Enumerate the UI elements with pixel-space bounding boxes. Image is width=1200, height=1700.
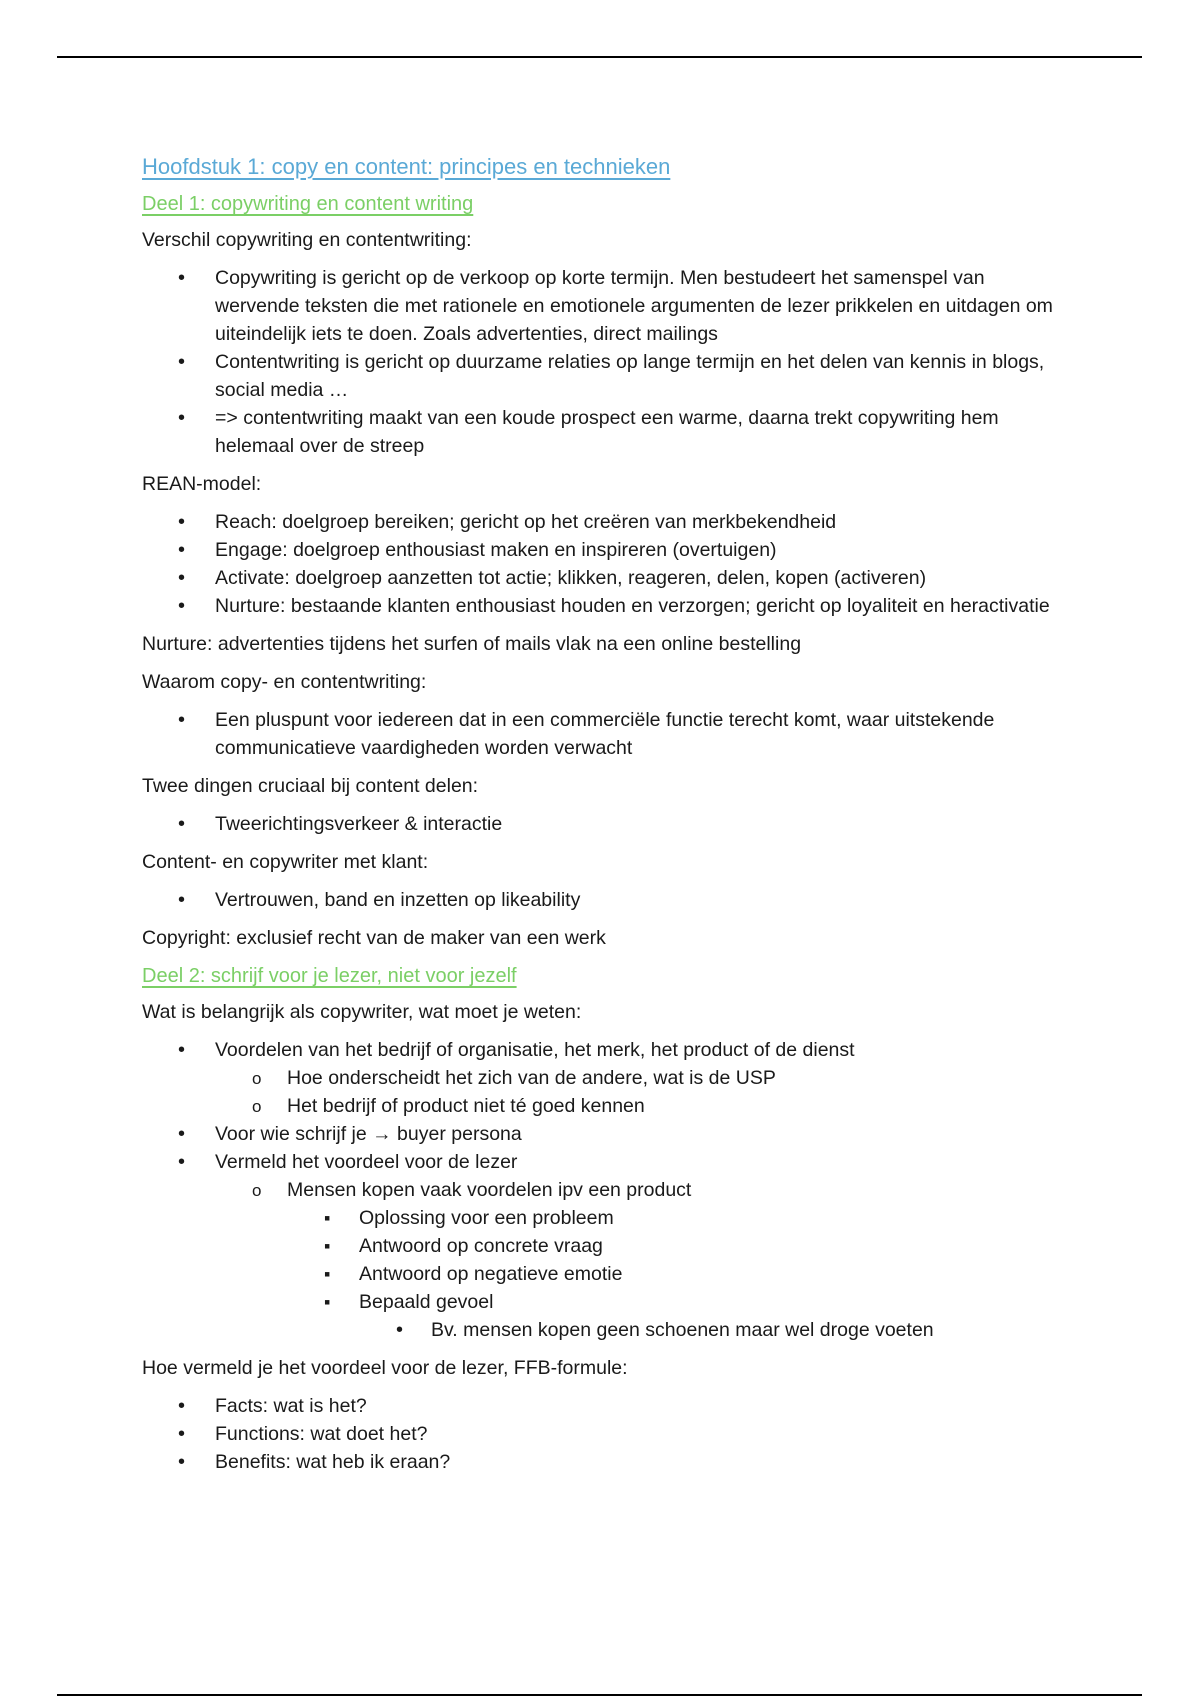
circle-bullet-icon (252, 1176, 261, 1205)
bullet-icon (178, 886, 185, 914)
list-item: ▪ Antwoord op concrete vraag (142, 1232, 1062, 1260)
bullet-icon (178, 264, 185, 292)
list-item: o Hoe onderscheidt het zich van de andere, wat is de USP (142, 1064, 1062, 1092)
list-item: • Facts: wat is het? (142, 1392, 1062, 1420)
bullet-list (142, 810, 1062, 838)
list-item: • Nurture: bestaande klanten enthousiast houden en verzorgen; gericht op loyaliteit en heractivatie (142, 592, 1062, 620)
paragraph: Content- en copywriter met klant: (142, 851, 429, 873)
bullet-icon (178, 1036, 185, 1064)
paragraph: Wat is belangrijk als copywriter, wat moet je weten: (142, 1001, 582, 1023)
list-item: • Een pluspunt voor iedereen dat in een commerciële functie terecht komt, waar uitstekende communicatieve vaardigheden worden verwacht (142, 706, 1062, 762)
paragraph: Waarom copy- en contentwriting: (142, 671, 427, 693)
square-bullet-icon (324, 1260, 330, 1288)
list-item: • Functions: wat doet het? (142, 1420, 1062, 1448)
list-item: • Vermeld het voordeel voor de lezer (142, 1148, 1062, 1176)
bullet-icon (178, 592, 185, 620)
bullet-list (142, 886, 1062, 914)
bullet-list (142, 508, 1062, 620)
bullet-icon (396, 1316, 403, 1344)
list-item: • Voordelen van het bedrijf of organisatie, het merk, het product of de dienst (142, 1036, 1062, 1064)
bullet-list (142, 264, 1062, 460)
paragraph: Nurture: advertenties tijdens het surfen of mails vlak na een online bestelling (142, 633, 802, 655)
document-body (142, 152, 1062, 1486)
section-heading-deel1: Deel 1: copywriting en content writing (142, 193, 474, 215)
list-item: • Benefits: wat heb ik eraan? (142, 1448, 1062, 1476)
list-item: ▪ Antwoord op negatieve emotie (142, 1260, 1062, 1288)
square-bullet-icon (324, 1204, 330, 1232)
bullet-icon (178, 536, 185, 564)
square-bullet-icon (324, 1232, 330, 1260)
chapter-heading: Hoofdstuk 1: copy en content: principes en technieken (142, 154, 671, 179)
paragraph: REAN-model: (142, 473, 262, 495)
list-item: o Mensen kopen vaak voordelen ipv een product (142, 1176, 1062, 1204)
list-item: • Tweerichtingsverkeer & interactie (142, 810, 1062, 838)
paragraph: Twee dingen cruciaal bij content delen: (142, 775, 479, 797)
bullet-icon (178, 1420, 185, 1448)
paragraph: Verschil copywriting en contentwriting: (142, 229, 472, 251)
circle-bullet-icon (252, 1092, 261, 1121)
bottom-rule (57, 1694, 1142, 1696)
list-item: • Contentwriting is gericht op duurzame relaties op lange termijn en het delen van kennis in blogs, social media … (142, 348, 1062, 404)
bullet-icon (178, 810, 185, 838)
list-item: ▪ Bepaald gevoel (142, 1288, 1062, 1316)
circle-bullet-icon (252, 1064, 261, 1093)
bullet-icon (178, 564, 185, 592)
list-item: o Het bedrijf of product niet té goed kennen (142, 1092, 1062, 1120)
section-heading-deel2: Deel 2: schrijf voor je lezer, niet voor jezelf (142, 965, 517, 987)
bullet-icon (178, 1120, 185, 1148)
list-item: ▪ Oplossing voor een probleem (142, 1204, 1062, 1232)
paragraph: Copyright: exclusief recht van de maker van een werk (142, 927, 606, 949)
bullet-list (142, 706, 1062, 762)
list-item: • Engage: doelgroep enthousiast maken en inspireren (overtuigen) (142, 536, 1062, 564)
square-bullet-icon (324, 1288, 330, 1316)
bullet-icon (178, 1448, 185, 1476)
top-rule (57, 56, 1142, 58)
bullet-list (142, 1392, 1062, 1476)
list-item: • Voor wie schrijf je → buyer persona (142, 1120, 1062, 1148)
list-item: • Copywriting is gericht op de verkoop op korte termijn. Men bestudeert het samenspel van wervende teksten die met rationele en emotionele argumenten de lezer prikkelen en uitdagen om uiteindelijk iets te doen. Zoals advertenties, direct mailings (142, 264, 1062, 348)
list-item: • => contentwriting maakt van een koude prospect een warme, daarna trekt copywriting hem helemaal over de streep (142, 404, 1062, 460)
bullet-icon (178, 508, 185, 536)
bullet-icon (178, 1148, 185, 1176)
list-item: • Activate: doelgroep aanzetten tot actie; klikken, reageren, delen, kopen (activeren) (142, 564, 1062, 592)
paragraph: Hoe vermeld je het voordeel voor de lezer, FFB-formule: (142, 1357, 628, 1379)
bullet-list (142, 1036, 1062, 1344)
bullet-icon (178, 404, 185, 432)
list-item: • Reach: doelgroep bereiken; gericht op het creëren van merkbekendheid (142, 508, 1062, 536)
bullet-icon (178, 1392, 185, 1420)
bullet-icon (178, 348, 185, 376)
bullet-icon (178, 706, 185, 734)
list-item: • Bv. mensen kopen geen schoenen maar wel droge voeten (142, 1316, 1062, 1344)
list-item: • Vertrouwen, band en inzetten op likeability (142, 886, 1062, 914)
